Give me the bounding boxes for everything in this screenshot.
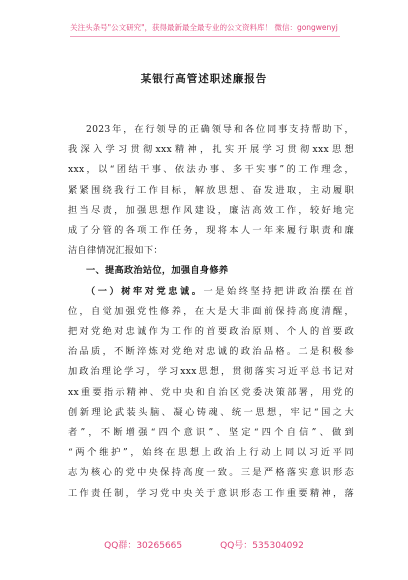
paragraph-line: 担当尽责，加强思想作风建设，廉洁高效工作，较好地完: [68, 204, 354, 216]
paragraph-line: xx重要指示精神、党中央和自治区党委决策部署，用党的: [68, 386, 354, 398]
paragraph-line: 洁自律情况汇报如下：: [68, 245, 163, 257]
paragraph-line: 治品质，不断淬炼对党绝对忠诚的政治品格。二是积极参: [68, 346, 354, 358]
subsection-heading: （一）树牢对党忠诚。: [86, 285, 204, 297]
qq-number: QQ号：535304092: [220, 541, 304, 551]
paragraph-line: 加政治理论学习，学习xxx思想，贯彻落实习近平总书记对: [68, 366, 354, 378]
paragraph-line: 我深入学习贯彻xxx精神，扎实开展学习贯彻xxx思想: [68, 144, 354, 156]
paragraph-line: 者”，不断增强“四个意识”、坚定“四个自信”、做到: [68, 427, 354, 439]
paragraph-line: 工作责任制，学习党中央关于意识形态工作重要精神，落: [68, 487, 354, 499]
paragraph-line: 志为核心的党中央保持高度一致。三是严格落实意识形态: [68, 467, 354, 479]
paragraph-line: 把对党绝对忠诚作为工作的首要政治原则、个人的首要政: [68, 326, 354, 338]
paragraph-line: 位，自觉加强党性修养，在大是大非面前保持高度清醒，: [68, 305, 354, 317]
paragraph-line: xxx，以“团结干事、依法办事、多干实事”的工作理念，: [68, 164, 354, 176]
paragraph-line: “两个维护”，始终在思想上政治上行动上同以习近平同: [68, 447, 354, 459]
document-body: [68, 120, 354, 504]
document-title: 某银行高管述职述廉报告: [140, 73, 268, 85]
footer-contact: [0, 538, 408, 551]
paragraph-line: 创新理论武装头脑、凝心铸魂、统一思想，牢记“国之大: [68, 406, 354, 418]
header-divider: [70, 36, 340, 37]
paragraph-line: 紧紧围绕我行工作目标，解放思想、奋发进取，主动履职: [68, 184, 354, 196]
paragraph-line: 成了分管的各项工作任务，现将本人一年来履行职责和廉: [68, 225, 354, 237]
section-heading: 一、提高政治站位，加强自身修养: [86, 265, 229, 277]
paragraph-line: 2023年，在行领导的正确领导和各位同事支持帮助下，: [86, 124, 354, 135]
qq-group: QQ群：30265665: [104, 541, 183, 551]
subsection-heading-line: （一）树牢对党忠诚。一是始终坚持把讲政治摆在首: [86, 285, 355, 297]
header-banner: 关注头条号"公文研究"，获得最新最全最专业的公文资料库！ 微信：gongwenyj: [70, 23, 338, 32]
